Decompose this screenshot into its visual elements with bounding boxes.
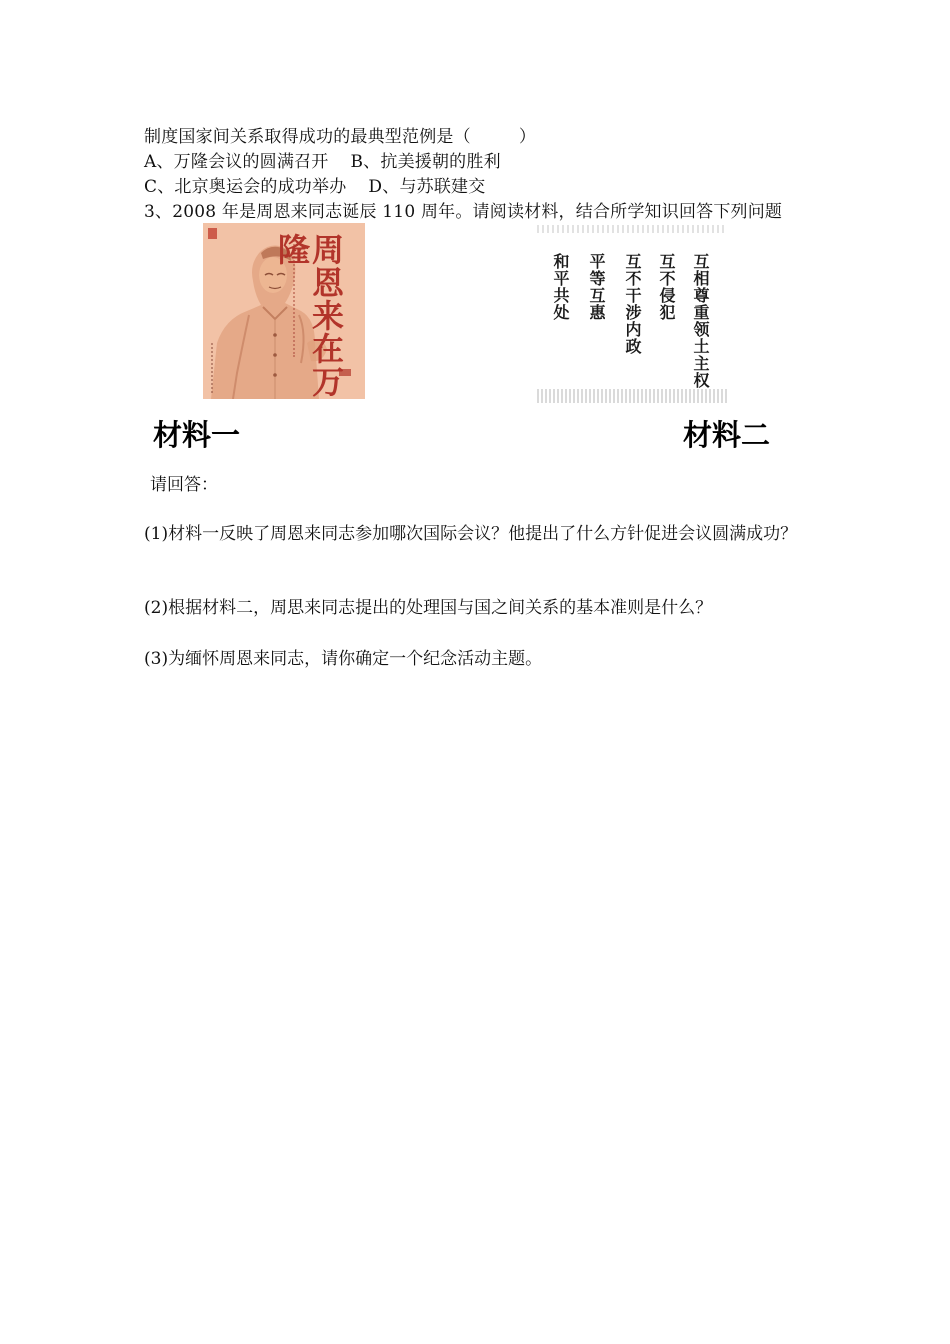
principle-column-2: 互不侵犯	[657, 253, 676, 321]
option-c: C、北京奥运会的成功举办	[144, 177, 347, 197]
sub-question-2: (2)根据材料二，周思来同志提出的处理国与国之间关系的基本准则是什么？	[144, 598, 713, 618]
material-one-book-cover-image	[203, 223, 365, 399]
cover-title: 周恩来在万隆	[273, 233, 345, 398]
answer-prompt: 请回答：	[150, 475, 218, 495]
question-stem-close-paren: ）	[518, 127, 537, 147]
decorative-border-bottom	[537, 389, 727, 403]
options-row-ab	[144, 151, 501, 173]
decorative-border-top	[537, 225, 727, 233]
principle-column-4: 平等互惠	[587, 253, 606, 321]
publisher-seal-icon	[208, 228, 217, 239]
question-stem-text: 制度国家间关系取得成功的最典型范例是（	[144, 127, 471, 147]
cover-publisher-mark	[211, 343, 219, 393]
question-3-intro: 3、2008 年是周恩来同志诞辰 110 周年。请阅读材料，结合所学知识回答下列问题	[144, 202, 783, 222]
material-two-label: 材料二	[683, 418, 771, 452]
options-row-cd	[144, 176, 485, 198]
sub-question-3: (3)为缅怀周恩来同志，请你确定一个纪念活动主题。	[144, 649, 543, 669]
option-d: D、与苏联建交	[368, 177, 486, 197]
question-stem-line	[144, 126, 536, 148]
principle-column-3: 互不干涉内政	[623, 253, 642, 355]
option-a: A、万隆会议的圆满召开	[144, 152, 329, 172]
option-b: B、抗美援朝的胜利	[350, 152, 501, 172]
principle-column-1: 互相尊重领土主权	[691, 253, 710, 389]
principle-column-5: 和平共处	[551, 253, 570, 321]
material-two-five-principles-image	[537, 225, 727, 403]
material-one-label: 材料一	[153, 418, 241, 452]
sub-question-1: (1)材料一反映了周恩来同志参加哪次国际会议？他提出了什么方针促进会议圆满成功？	[144, 524, 798, 544]
